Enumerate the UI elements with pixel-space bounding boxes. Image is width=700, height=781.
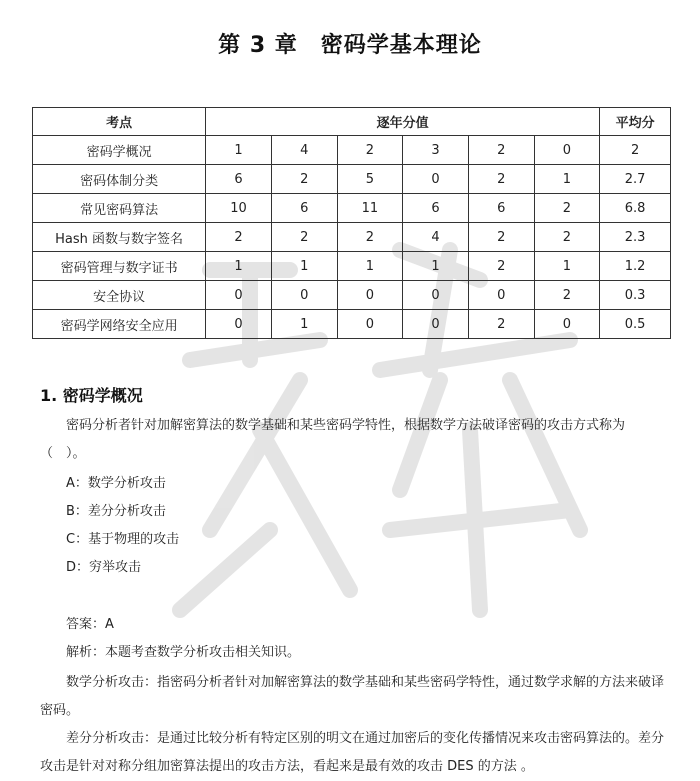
average-cell: 1.2 — [600, 252, 671, 281]
topic-cell: 安全协议 — [33, 281, 206, 310]
table-row — [33, 194, 671, 223]
table-row — [33, 281, 671, 310]
question-text: 密码分析者针对加解密算法的数学基础和某些密码学特性，根据数学方法破译密码的攻击方式称为（ ）。 — [40, 418, 626, 461]
option-a: A：数学分析攻击 — [66, 476, 166, 491]
average-cell: 2.7 — [600, 165, 671, 194]
average-cell: 2 — [600, 136, 671, 165]
option-d: D：穷举攻击 — [66, 560, 142, 575]
score-cell: 0 — [468, 281, 534, 310]
topic-cell: 密码学概况 — [33, 136, 206, 165]
score-cell: 6 — [206, 165, 272, 194]
score-cell: 0 — [403, 281, 469, 310]
score-cell: 2 — [337, 136, 403, 165]
score-table-body — [33, 136, 671, 339]
average-cell: 0.5 — [600, 310, 671, 339]
analysis-text: 解析：本题考查数学分析攻击相关知识。 — [66, 645, 301, 660]
table-row — [33, 252, 671, 281]
table-row — [33, 223, 671, 252]
score-cell: 3 — [403, 136, 469, 165]
score-cell: 4 — [403, 223, 469, 252]
score-cell: 0 — [206, 310, 272, 339]
option-b: B：差分分析攻击 — [66, 504, 166, 519]
score-cell: 2 — [534, 281, 600, 310]
score-cell: 2 — [468, 136, 534, 165]
score-cell: 1 — [337, 252, 403, 281]
table-row — [33, 136, 671, 165]
score-cell: 4 — [271, 136, 337, 165]
table-row — [33, 165, 671, 194]
score-cell: 6 — [403, 194, 469, 223]
score-cell: 2 — [534, 223, 600, 252]
header-topic: 考点 — [33, 108, 206, 136]
topic-cell: Hash 函数与数字签名 — [33, 223, 206, 252]
score-cell: 1 — [271, 252, 337, 281]
score-table-header-row — [33, 108, 671, 136]
score-cell: 2 — [468, 165, 534, 194]
score-cell: 0 — [271, 281, 337, 310]
score-cell: 10 — [206, 194, 272, 223]
score-cell: 1 — [534, 165, 600, 194]
table-row — [33, 310, 671, 339]
score-cell: 2 — [468, 223, 534, 252]
score-cell: 0 — [337, 281, 403, 310]
score-cell: 1 — [271, 310, 337, 339]
topic-cell: 密码管理与数字证书 — [33, 252, 206, 281]
score-cell: 2 — [271, 165, 337, 194]
score-cell: 1 — [534, 252, 600, 281]
topic-cell: 密码体制分类 — [33, 165, 206, 194]
score-cell: 0 — [403, 165, 469, 194]
header-average: 平均分 — [600, 108, 671, 136]
score-cell: 0 — [206, 281, 272, 310]
average-cell: 0.3 — [600, 281, 671, 310]
score-table — [32, 107, 671, 339]
answer-text: 答案：A — [66, 617, 114, 632]
option-c: C：基于物理的攻击 — [66, 532, 180, 547]
score-cell: 1 — [206, 136, 272, 165]
differential-analysis-paragraph: 差分分析攻击：是通过比较分析有特定区别的明文在通过加密后的变化传播情况来攻击密码算法的。差分攻击是针对对称分组加密算法提出的攻击方法，看起来是最有效的攻击 DES 的方法 。 — [40, 731, 665, 774]
score-cell: 2 — [534, 194, 600, 223]
score-cell: 2 — [468, 310, 534, 339]
score-cell: 2 — [337, 223, 403, 252]
score-cell: 2 — [468, 252, 534, 281]
score-cell: 5 — [337, 165, 403, 194]
header-yearly: 逐年分值 — [206, 108, 600, 136]
score-cell: 0 — [337, 310, 403, 339]
score-cell: 0 — [534, 310, 600, 339]
score-cell: 2 — [271, 223, 337, 252]
score-cell: 0 — [534, 136, 600, 165]
score-cell: 1 — [206, 252, 272, 281]
score-cell: 6 — [468, 194, 534, 223]
average-cell: 6.8 — [600, 194, 671, 223]
chapter-title: 第 3 章 密码学基本理论 — [218, 33, 482, 58]
score-cell: 6 — [271, 194, 337, 223]
section-heading: 1. 密码学概况 — [40, 386, 143, 405]
topic-cell: 密码学网络安全应用 — [33, 310, 206, 339]
math-analysis-paragraph: 数学分析攻击：指密码分析者针对加解密算法的数学基础和某些密码学特性，通过数学求解的方法来破译密码。 — [40, 675, 665, 718]
score-cell: 0 — [403, 310, 469, 339]
average-cell: 2.3 — [600, 223, 671, 252]
topic-cell: 常见密码算法 — [33, 194, 206, 223]
score-cell: 1 — [403, 252, 469, 281]
score-cell: 2 — [206, 223, 272, 252]
score-cell: 11 — [337, 194, 403, 223]
